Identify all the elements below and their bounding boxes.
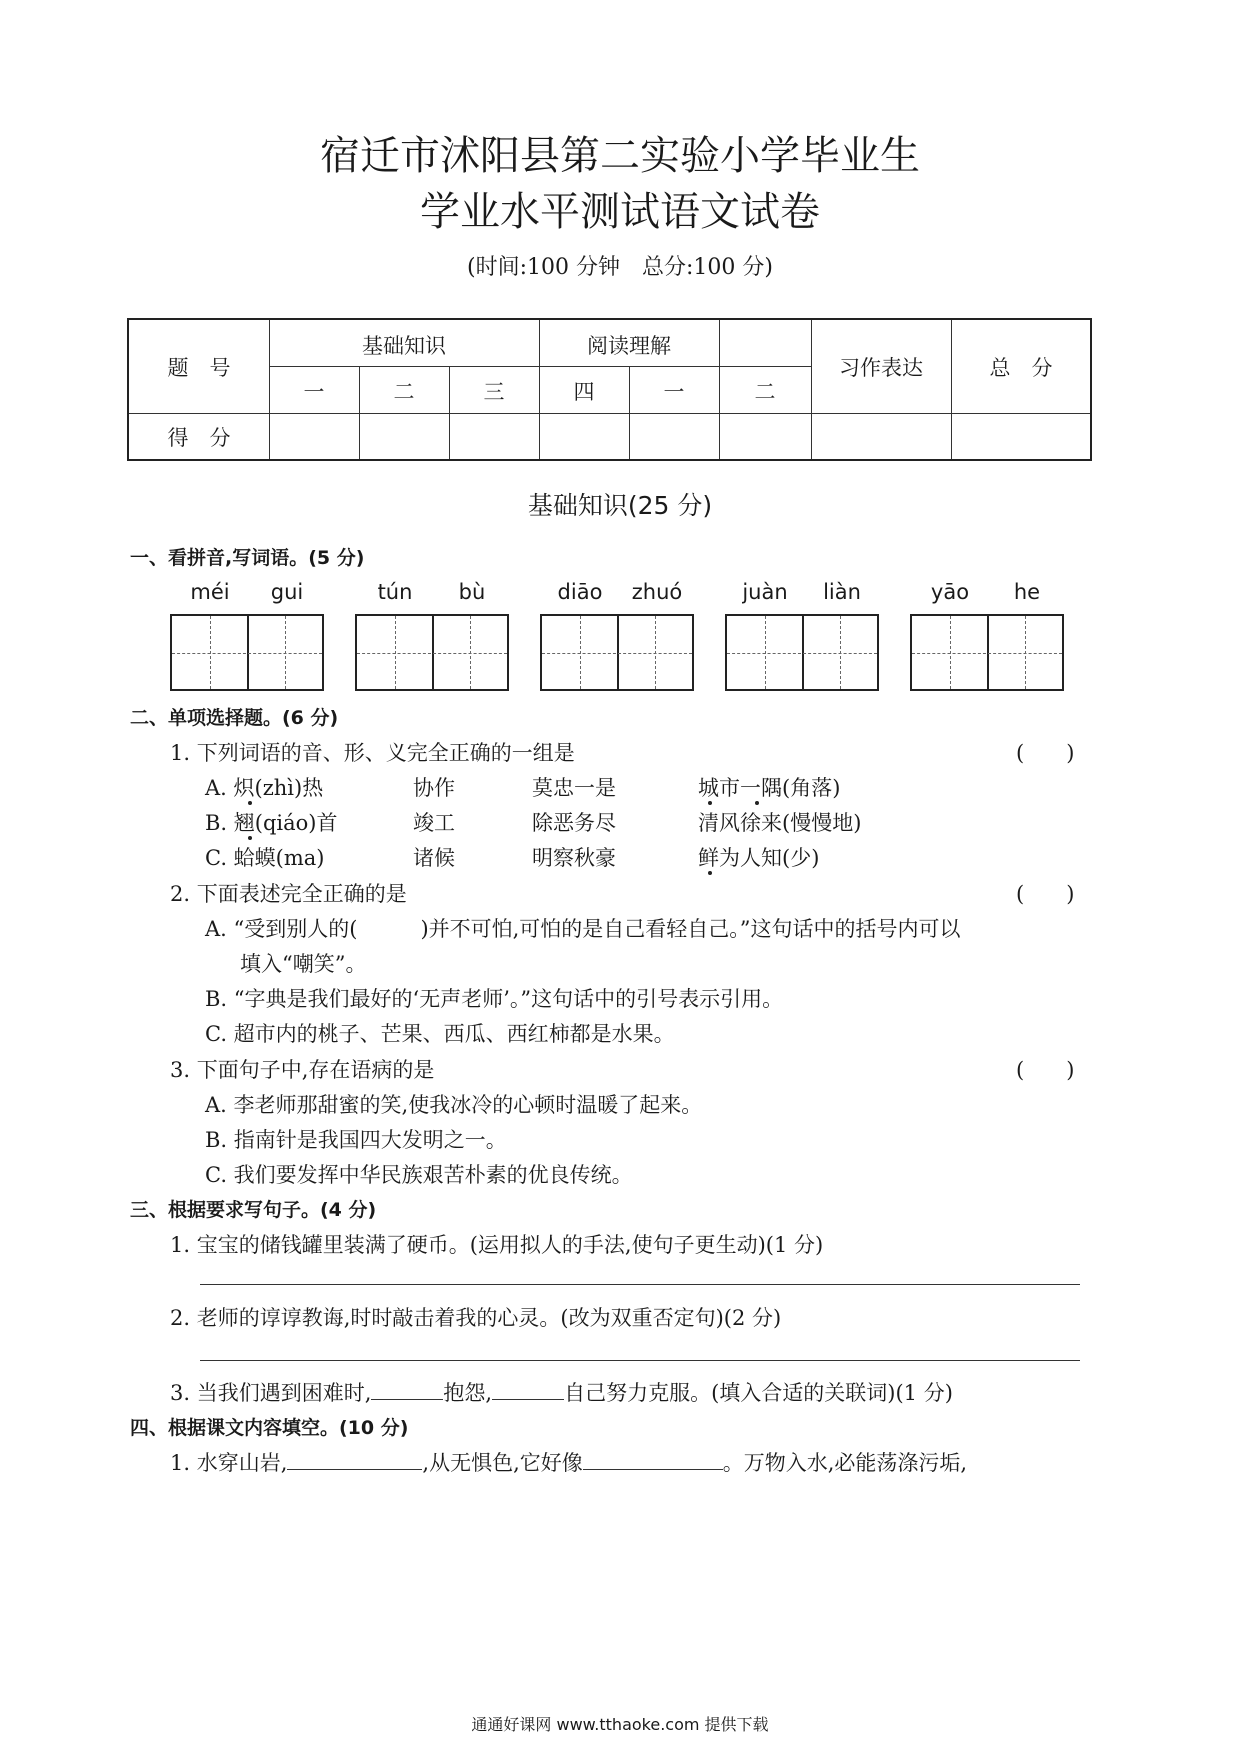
q2-item1-option: 诸候: [413, 846, 455, 870]
q2-item2-stem: 2. 下面表述完全正确的是: [170, 882, 407, 906]
q2-item1-option: 清风徐来(慢慢地): [698, 811, 862, 835]
fill-blank[interactable]: [287, 1451, 422, 1470]
q3-item3-text: 3. 当我们遇到困难时,: [170, 1381, 372, 1405]
q2-item1-option: 莫忠一是: [532, 776, 616, 800]
q2-item1-stem: 1. 下列词语的音、形、义完全正确的一组是: [170, 741, 575, 765]
q2-item2-line: B. “字典是我们最好的‘无声老师’。”这句话中的引号表示引用。: [205, 987, 784, 1011]
answer-paren[interactable]: ( ): [1016, 741, 1075, 765]
section-title-basic: 基础知识(25 分): [527, 491, 713, 520]
writing-box[interactable]: [170, 614, 324, 691]
q4-item1-text: 。万物入水,必能荡涤污垢,: [722, 1451, 968, 1475]
q4-item1-text: 1. 水穿山岩,: [170, 1451, 288, 1475]
fill-blank[interactable]: [371, 1381, 443, 1400]
pinyin-label: diāo: [557, 580, 603, 604]
table-col-total: 总 分: [989, 356, 1053, 380]
q2-item2-line: 填入“嘲笑”。: [240, 952, 367, 976]
table-col-basic-3: 三: [483, 380, 505, 404]
pinyin-label: gui: [270, 580, 304, 604]
q2-item3-line: A. 李老师那甜蜜的笑,使我冰冷的心顿时温暖了起来。: [205, 1093, 703, 1117]
score-table: [127, 318, 1092, 461]
q2-item3-line: C. 我们要发挥中华民族艰苦朴素的优良传统。: [205, 1163, 633, 1187]
q2-item1-option: 协作: [413, 776, 455, 800]
writing-box[interactable]: [355, 614, 509, 691]
q1-heading: 一、看拼音,写词语。(5 分): [130, 547, 365, 569]
table-col-writing: 习作表达: [839, 356, 923, 380]
q3-item3: [170, 1377, 953, 1407]
q2-item1-option: C. 蛤蟆(ma): [205, 846, 325, 870]
q3-item3-text: 自己努力克服。(填入合适的关联词)(1 分): [564, 1381, 953, 1405]
answer-line[interactable]: [200, 1358, 1080, 1361]
q3-item2: 2. 老师的谆谆教诲,时时敲击着我的心灵。(改为双重否定句)(2 分): [170, 1306, 782, 1330]
answer-line[interactable]: [200, 1282, 1080, 1285]
q2-item1-option: 城市一隅(角落): [698, 776, 841, 800]
writing-box[interactable]: [910, 614, 1064, 691]
answer-paren[interactable]: ( ): [1016, 1058, 1075, 1082]
table-col-divider: [951, 320, 952, 459]
table-col-reading-1: 一: [663, 380, 685, 404]
q2-item1-option: 鲜为人知(少): [698, 846, 820, 870]
q2-item3-line: B. 指南针是我国四大发明之一。: [205, 1128, 507, 1152]
pinyin-label: liàn: [823, 580, 861, 604]
fill-blank[interactable]: [583, 1451, 723, 1470]
q2-item3-stem: 3. 下面句子中,存在语病的是: [170, 1058, 435, 1082]
emphasis-dot: [248, 836, 252, 840]
table-subheader-divider: [269, 366, 811, 367]
pinyin-label: bù: [458, 580, 486, 604]
table-label-score: 得 分: [167, 426, 231, 450]
writing-box[interactable]: [725, 614, 879, 691]
emphasis-dot: [708, 801, 712, 805]
q2-item1-option: 除恶务尽: [532, 811, 616, 835]
q2-item1-option: 竣工: [413, 811, 455, 835]
q4-item1: [170, 1447, 967, 1477]
pinyin-label: méi: [190, 580, 230, 604]
emphasis-dot: [708, 871, 712, 875]
table-row-divider: [129, 413, 1090, 414]
q2-item1-option: B. 翘(qiáo)首: [205, 811, 338, 835]
q2-item2-line: C. 超市内的桃子、芒果、西瓜、西红柿都是水果。: [205, 1022, 675, 1046]
table-col-basic-2: 二: [393, 380, 415, 404]
pinyin-label: yāo: [930, 580, 970, 604]
exam-title-line2: 学业水平测试语文试卷: [420, 189, 820, 235]
table-col-basic-4: 四: [573, 380, 595, 404]
q2-item1-option: A. 炽(zhì)热: [205, 776, 324, 800]
q3-item3-text: 抱怨,: [443, 1381, 493, 1405]
q2-item2-line: A. “受到别人的( )并不可怕,可怕的是自己看轻自己。”这句话中的括号内可以: [205, 917, 961, 941]
writing-box[interactable]: [540, 614, 694, 691]
exam-meta: (时间:100 分钟 总分:100 分): [467, 255, 773, 280]
q3-heading: 三、根据要求写句子。(4 分): [130, 1199, 377, 1221]
pinyin-label: he: [1013, 580, 1041, 604]
q4-item1-text: ,从无惧色,它好像: [422, 1451, 583, 1475]
table-col-reading-2: 二: [754, 380, 776, 404]
pinyin-label: zhuó: [631, 580, 683, 604]
q2-item1-option: 明察秋豪: [532, 846, 616, 870]
pinyin-label: tún: [377, 580, 413, 604]
emphasis-dot: [248, 801, 252, 805]
table-col-divider: [811, 320, 812, 459]
exam-title-line1: 宿迁市沭阳县第二实验小学毕业生: [320, 133, 920, 179]
table-col-basic-1: 一: [303, 380, 325, 404]
fill-blank[interactable]: [492, 1381, 564, 1400]
q2-heading: 二、单项选择题。(6 分): [130, 707, 339, 729]
emphasis-dot: [755, 801, 759, 805]
table-group-basic: 基础知识: [362, 334, 446, 358]
q4-heading: 四、根据课文内容填空。(10 分): [130, 1417, 409, 1439]
table-group-reading: 阅读理解: [587, 334, 671, 358]
table-label-question-no: 题 号: [167, 356, 231, 380]
answer-paren[interactable]: ( ): [1016, 882, 1075, 906]
pinyin-label: juàn: [742, 580, 788, 604]
footer-download-note: 通通好课网 www.tthaoke.com 提供下载: [471, 1715, 769, 1734]
q3-item1: 1. 宝宝的储钱罐里装满了硬币。(运用拟人的手法,使句子更生动)(1 分): [170, 1233, 824, 1257]
